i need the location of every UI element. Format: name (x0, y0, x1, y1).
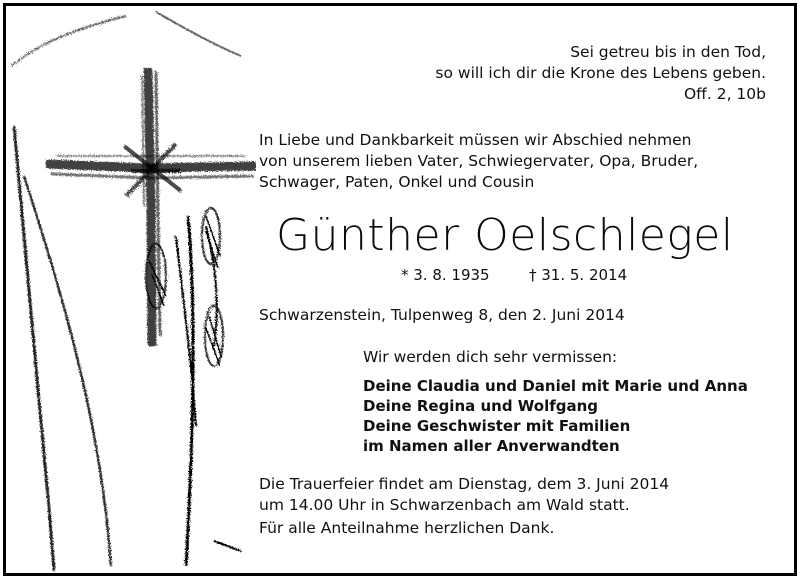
death-date: † 31. 5. 2014 (529, 266, 628, 284)
miss-text: Wir werden dich sehr vermissen: (363, 348, 618, 366)
funeral-line: um 14.00 Uhr in Schwarzenbach am Wald statt. (259, 496, 630, 514)
verse-line: Sei getreu bis in den Tod, (570, 43, 766, 61)
intro-line: Schwager, Paten, Onkel und Cousin (259, 173, 535, 191)
place-and-date: Schwarzenstein, Tulpenweg 8, den 2. Juni 2014 (259, 306, 625, 324)
verse-reference: Off. 2, 10b (683, 85, 766, 103)
obituary-notice (3, 3, 797, 576)
mourner-line: Deine Regina und Wolfgang (363, 397, 599, 415)
intro-paragraph (259, 130, 698, 193)
bible-verse (435, 42, 766, 105)
intro-line: von unserem lieben Vater, Schwiegervater, Opa, Bruder, (259, 152, 699, 170)
mourner-line: im Namen aller Anverwandten (363, 437, 620, 455)
thanks-note: Für alle Anteilnahme herzlichen Dank. (259, 519, 555, 537)
funeral-info (259, 474, 669, 516)
mourners-list (363, 376, 748, 456)
mourner-line: Deine Geschwister mit Familien (363, 417, 631, 435)
deceased-name: Günther Oelschlegel (276, 210, 734, 261)
mourner-line: Deine Claudia und Daniel mit Marie und Anna (363, 377, 748, 395)
cross-wheat-artwork (6, 6, 256, 576)
intro-line: In Liebe und Dankbarkeit müssen wir Abschied nehmen (259, 131, 692, 149)
birth-date: * 3. 8. 1935 (401, 266, 490, 284)
funeral-line: Die Trauerfeier findet am Dienstag, dem 3. Juni 2014 (259, 475, 670, 493)
verse-line: so will ich dir die Krone des Lebens geben. (435, 64, 766, 82)
